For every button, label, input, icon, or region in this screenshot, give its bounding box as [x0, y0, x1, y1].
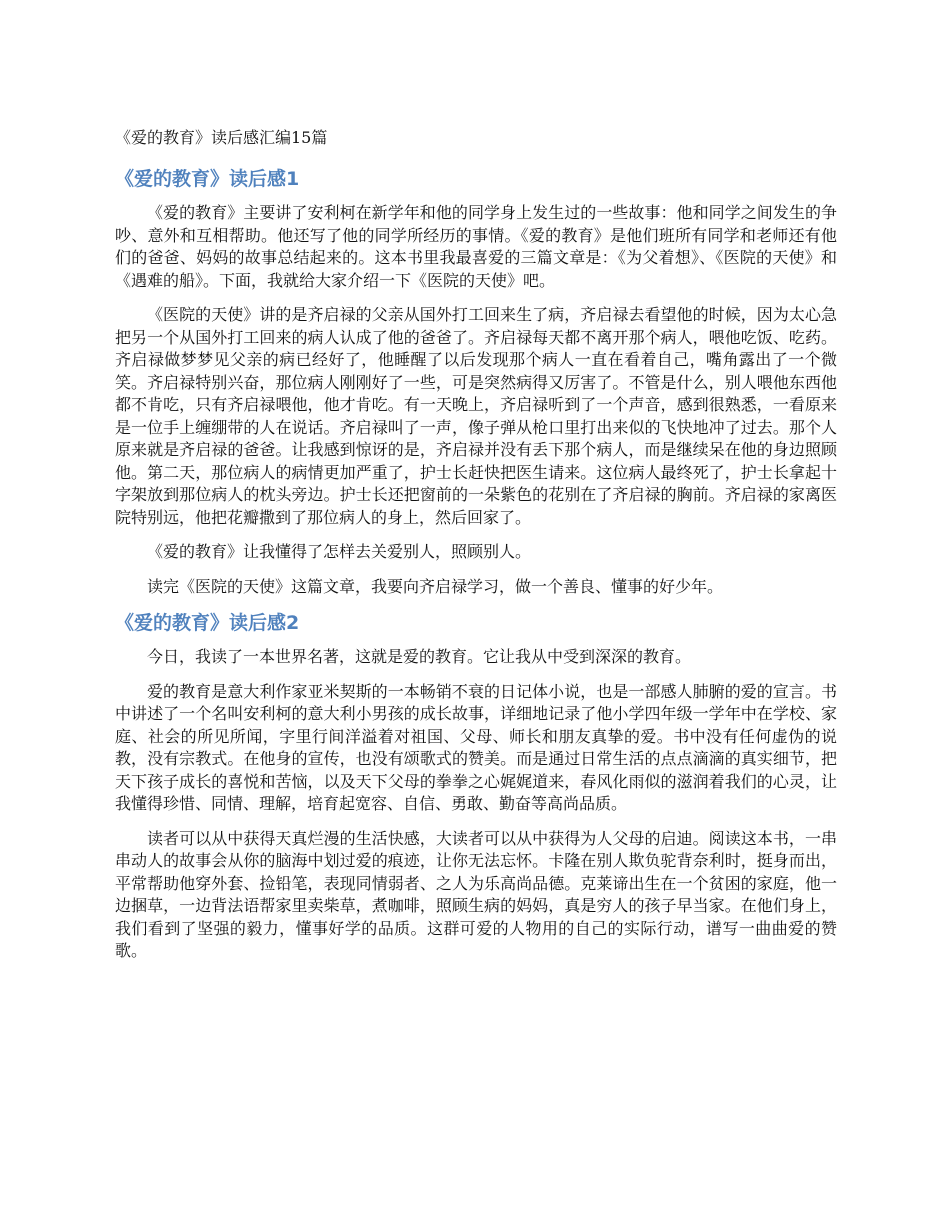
paragraph: 《爱的教育》让我懂得了怎样去关爱别人，照顾别人。	[147, 542, 532, 561]
document-page	[115, 126, 837, 975]
section-1	[115, 166, 837, 598]
paragraph: 今日，我读了一本世界名著，这就是爱的教育。它让我从中受到深深的教育。	[147, 647, 692, 666]
section-heading: 《爱的教育》读后感2	[115, 612, 300, 634]
paragraph: 《医院的天使》讲的是齐启禄的父亲从国外打工回来生了病，齐启禄去看望他的时候，因为太心急把另一个从国外打工回来的病人认成了他的爸爸了。齐启禄每天都不离开那个病人，喂他吃饭、吃药。齐启禄做梦梦见父亲的病已经好了，他睡醒了以后发现那个病人一直在看着自己，嘴角露出了一个微笑。齐启禄特别兴奋，那位病人刚刚好了一些，可是突然病得又厉害了。不管是什么，别人喂他东西他都不肯吃，只有齐启禄喂他，他才肯吃。有一天晚上，齐启禄听到了一个声音，感到很熟悉，一看原来是一位手上缠绷带的人在说话。齐启禄叫了一声，像子弹从枪口里打出来似的飞快地冲了过去。那个人原来就是齐启禄的爸爸。让我感到惊讶的是，齐启禄并没有丢下那个病人，而是继续呆在他的身边照顾他。第二天，那位病人的病情更加严重了，护士长赶快把医生请来。这位病人最终死了，护士长拿起十字架放到那位病人的枕头旁边。护士长还把窗前的一朵紫色的花别在了齐启禄的胸前。齐启禄的家离医院特别远，他把花瓣撒到了那位病人的身上，然后回家了。	[115, 305, 837, 527]
document-title: 《爱的教育》读后感汇编15篇	[115, 128, 328, 147]
paragraph: 《爱的教育》主要讲了安利柯在新学年和他的同学身上发生过的一些故事：他和同学之间发生的争吵、意外和互相帮助。他还写了他的同学所经历的事情。《爱的教育》是他们班所有同学和老师还有他们的爸爸、妈妈的故事总结起来的。这本书里我最喜爱的三篇文章是：《为父着想》、《医院的天使》和《遇难的船》。下面，我就给大家介绍一下《医院的天使》吧。	[115, 203, 837, 290]
paragraph: 读完《医院的天使》这篇文章，我要向齐启禄学习，做一个善良、懂事的好少年。	[147, 576, 724, 596]
paragraph: 读者可以从中获得天真烂漫的生活快感，大读者可以从中获得为人父母的启迪。阅读这本书，一串串动人的故事会从你的脑海中划过爱的痕迹，让你无法忘怀。卡隆在别人欺负驼背奈利时，挺身而出，平常帮助他穿外套、捡铅笔，表现同情弱者、之人为乐高尚品德。克莱谛出生在一个贫困的家庭，他一边捆草，一边背法语帮家里卖柴草，煮咖啡，照顾生病的妈妈，真是穷人的孩子早当家。在他们身上，我们看到了坚强的毅力，懂事好学的品质。这群可爱的人物用的自己的实际行动，谱写一曲曲爱的赞歌。	[115, 828, 837, 960]
section-2	[115, 610, 837, 963]
section-heading: 《爱的教育》读后感1	[115, 168, 300, 190]
paragraph: 爱的教育是意大利作家亚米契斯的一本畅销不衰的日记体小说，也是一部感人肺腑的爱的宣言。书中讲述了一个名叫安利柯的意大利小男孩的成长故事，详细地记录了他小学四年级一学年中在学校、家庭、社会的所见所闻，字里行间洋溢着对祖国、父母、师长和朋友真挚的爱。书中没有任何虚伪的说教，没有宗教式。在他身的宣传，也没有颂歌式的赞美。而是通过日常生活的点点滴滴的真实细节，把天下孩子成长的喜悦和苦恼，以及天下父母的拳拳之心娓娓道来，春风化雨似的滋润着我们的心灵，让我懂得珍惜、同情、理解，培育起宽容、自信、勇敢、勤奋等高尚品质。	[115, 681, 837, 813]
